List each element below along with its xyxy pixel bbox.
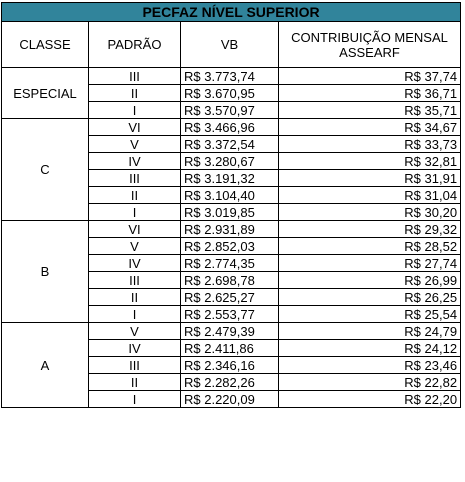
- padrao-cell: III: [89, 68, 181, 85]
- table-row: [2, 323, 461, 340]
- padrao-cell: II: [89, 187, 181, 204]
- vb-cell: R$ 2.479,39: [181, 323, 279, 340]
- contribuicao-cell: R$ 25,54: [279, 306, 461, 323]
- vb-cell: R$ 2.774,35: [181, 255, 279, 272]
- contribuicao-cell: R$ 29,32: [279, 221, 461, 238]
- contribuicao-cell: R$ 31,91: [279, 170, 461, 187]
- header-padrao: PADRÃO: [89, 22, 181, 68]
- vb-cell: R$ 3.372,54: [181, 136, 279, 153]
- vb-cell: R$ 2.220,09: [181, 391, 279, 408]
- table-row: [2, 221, 461, 238]
- vb-cell: R$ 2.282,26: [181, 374, 279, 391]
- contribuicao-cell: R$ 33,73: [279, 136, 461, 153]
- contribuicao-cell: R$ 31,04: [279, 187, 461, 204]
- padrao-cell: I: [89, 204, 181, 221]
- header-classe: CLASSE: [2, 22, 89, 68]
- vb-cell: R$ 2.411,86: [181, 340, 279, 357]
- vb-cell: R$ 2.852,03: [181, 238, 279, 255]
- contribuicao-cell: R$ 27,74: [279, 255, 461, 272]
- salary-table-container: [1, 2, 460, 408]
- header-vb: VB: [181, 22, 279, 68]
- padrao-cell: II: [89, 374, 181, 391]
- padrao-cell: I: [89, 102, 181, 119]
- contribuicao-cell: R$ 23,46: [279, 357, 461, 374]
- padrao-cell: II: [89, 85, 181, 102]
- contribuicao-cell: R$ 22,82: [279, 374, 461, 391]
- padrao-cell: IV: [89, 340, 181, 357]
- padrao-cell: V: [89, 136, 181, 153]
- vb-cell: R$ 2.553,77: [181, 306, 279, 323]
- table-row: [2, 119, 461, 136]
- salary-table: [1, 2, 461, 408]
- contribuicao-cell: R$ 35,71: [279, 102, 461, 119]
- classe-cell: ESPECIAL: [2, 68, 89, 119]
- padrao-cell: II: [89, 289, 181, 306]
- classe-cell: B: [2, 221, 89, 323]
- contribuicao-cell: R$ 34,67: [279, 119, 461, 136]
- padrao-cell: V: [89, 238, 181, 255]
- vb-cell: R$ 2.625,27: [181, 289, 279, 306]
- header-contribuicao: CONTRIBUIÇÃO MENSAL ASSEARF: [279, 22, 461, 68]
- padrao-cell: V: [89, 323, 181, 340]
- contribuicao-cell: R$ 24,12: [279, 340, 461, 357]
- contribuicao-cell: R$ 26,25: [279, 289, 461, 306]
- padrao-cell: IV: [89, 153, 181, 170]
- contribuicao-cell: R$ 28,52: [279, 238, 461, 255]
- vb-cell: R$ 3.773,74: [181, 68, 279, 85]
- contribuicao-cell: R$ 30,20: [279, 204, 461, 221]
- vb-cell: R$ 3.019,85: [181, 204, 279, 221]
- contribuicao-cell: R$ 24,79: [279, 323, 461, 340]
- vb-cell: R$ 3.570,97: [181, 102, 279, 119]
- classe-cell: A: [2, 323, 89, 408]
- vb-cell: R$ 3.191,32: [181, 170, 279, 187]
- contribuicao-cell: R$ 32,81: [279, 153, 461, 170]
- padrao-cell: III: [89, 170, 181, 187]
- padrao-cell: III: [89, 272, 181, 289]
- padrao-cell: VI: [89, 119, 181, 136]
- vb-cell: R$ 2.346,16: [181, 357, 279, 374]
- padrao-cell: VI: [89, 221, 181, 238]
- padrao-cell: I: [89, 306, 181, 323]
- vb-cell: R$ 3.670,95: [181, 85, 279, 102]
- contribuicao-cell: R$ 37,74: [279, 68, 461, 85]
- vb-cell: R$ 3.280,67: [181, 153, 279, 170]
- table-title: PECFAZ NÍVEL SUPERIOR: [2, 3, 461, 22]
- contribuicao-cell: R$ 22,20: [279, 391, 461, 408]
- vb-cell: R$ 2.698,78: [181, 272, 279, 289]
- vb-cell: R$ 3.466,96: [181, 119, 279, 136]
- table-body: [2, 68, 461, 408]
- padrao-cell: IV: [89, 255, 181, 272]
- contribuicao-cell: R$ 26,99: [279, 272, 461, 289]
- vb-cell: R$ 3.104,40: [181, 187, 279, 204]
- classe-cell: C: [2, 119, 89, 221]
- padrao-cell: I: [89, 391, 181, 408]
- contribuicao-cell: R$ 36,71: [279, 85, 461, 102]
- padrao-cell: III: [89, 357, 181, 374]
- table-row: [2, 68, 461, 85]
- vb-cell: R$ 2.931,89: [181, 221, 279, 238]
